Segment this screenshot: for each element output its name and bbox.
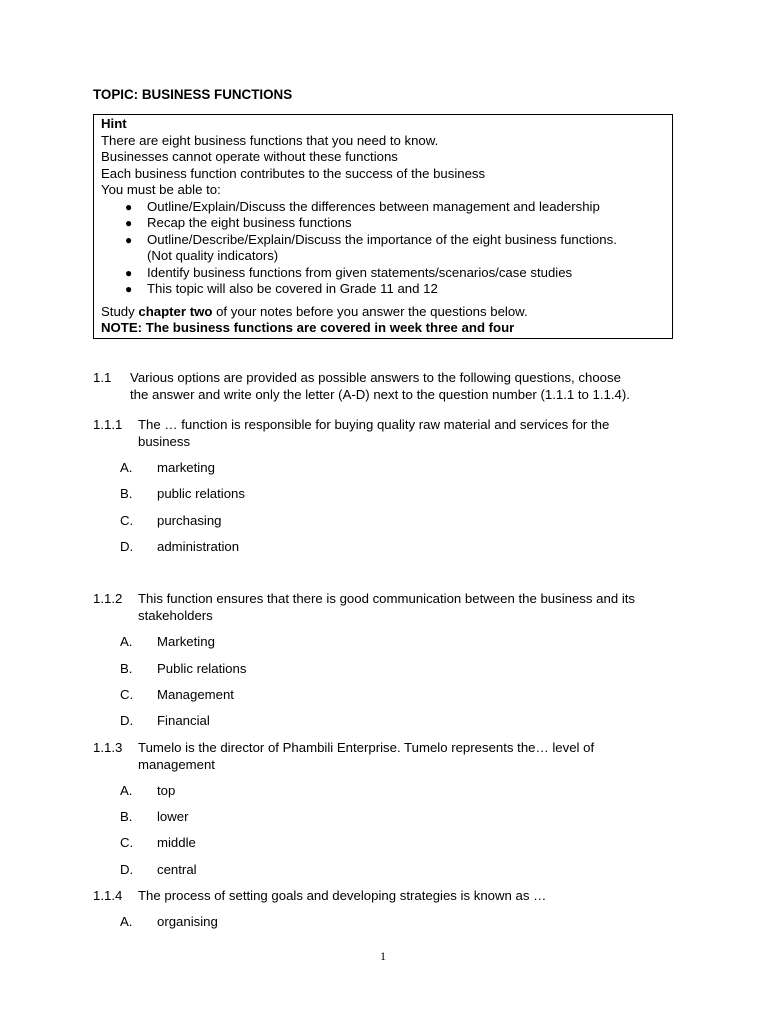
question-number: 1.1.2: [93, 591, 123, 606]
question-text: stakeholders: [138, 607, 213, 623]
bullet-icon: ●: [125, 265, 133, 280]
question-1-1-2: [93, 591, 693, 624]
hint-box: [93, 114, 673, 339]
hint-line: Each business function contributes to the success of the business: [101, 165, 486, 181]
question-text: management: [138, 756, 215, 772]
question-1-1-4: [93, 888, 693, 905]
question-text: the answer and write only the letter (A-D) next to the question number (1.1.1 to 1.1.4).: [130, 386, 630, 402]
bullet-icon: ●: [125, 282, 133, 296]
page-title: TOPIC: BUSINESS FUNCTIONS: [93, 87, 293, 102]
document-page: TOPIC: BUSINESS FUNCTIONS Hint There are eight business functions that you need to know. Businesses cannot operate without these functions Each business function contributes to the success of the business You must be able to: ● Outline/Explain/Discuss the differences between management and leadership ● Recap the eight business functions ● Outline/Describe/Explain/Discuss the importance of the eight business functions. (Not quality indicators) ● Identify business functions from given statements/scenarios/case studies ● This topic will also be covered in Grade 11 and 12 Study chapter two of your notes before you answer the questions below. NOTE: The business functions are covered in week three and four 1.1 Various options are provided as possible answers to the following questions, choose the answer and write only the letter (A-D) next to the question number (1.1.1 to 1.1.4). 1.1.1 The … function is responsible for buying quality raw material and services for the business A. marketing B. public relations C. purchasing D. administration 1.1.2 This function ensures that there is good communication between the business and its stakeholders A. Marketing B. Public relations C. Management D. Financial 1.1.3 Tumelo is the director of Phambili Enterprise. Tumelo represents the… level of management A. top B. lower C. middle D. central 1.1.4 The process of setting goals and developing strategies is known as … A. organising 1: [0, 0, 768, 1024]
question-text: Various options are provided as possible answers to the following questions, choose: [130, 370, 621, 385]
hint-line: Businesses cannot operate without these functions: [101, 149, 398, 164]
hint-line: There are eight business functions that you need to know.: [101, 132, 439, 148]
page-number: 1: [380, 949, 386, 963]
bullet-icon: ●: [125, 216, 133, 230]
bullet-icon: ●: [125, 232, 133, 247]
hint-note: NOTE: The business functions are covered in week three and four: [101, 320, 515, 335]
hint-bullet: ● Outline/Explain/Discuss the differences between management and leadership: [125, 198, 600, 214]
question-text: The process of setting goals and developing strategies is known as …: [138, 888, 547, 903]
hint-title: Hint: [101, 116, 127, 131]
hint-bullet: ● This topic will also be covered in Grade 11 and 12: [125, 281, 438, 296]
question-1-1-3: [93, 740, 693, 773]
question-intro: [93, 370, 693, 403]
bullet-icon: ●: [125, 199, 133, 214]
question-number: 1.1.4: [93, 888, 123, 903]
question-number: 1.1.3: [93, 740, 123, 755]
question-text: Tumelo is the director of Phambili Enterprise. Tumelo represents the… level of: [138, 740, 595, 755]
question-number: 1.1.1: [93, 417, 123, 432]
hint-bullet-continuation: (Not quality indicators): [147, 248, 279, 263]
question-number: 1.1: [93, 370, 112, 385]
hint-bullet: ● Outline/Describe/Explain/Discuss the importance of the eight business functions.: [125, 231, 617, 247]
question-text: business: [138, 433, 191, 449]
hint-line: You must be able to:: [101, 182, 221, 197]
hint-bullet: ● Identify business functions from given statements/scenarios/case studies: [125, 264, 573, 280]
question-text: This function ensures that there is good communication between the business and its: [138, 591, 636, 606]
hint-bullet-list: [101, 199, 672, 298]
hint-bullet: ● Recap the eight business functions: [125, 215, 352, 230]
study-instruction: Study chapter two of your notes before you answer the questions below.: [101, 303, 528, 319]
question-text: The … function is responsible for buying quality raw material and services for the: [138, 417, 610, 432]
question-1-1-1: [93, 417, 693, 450]
